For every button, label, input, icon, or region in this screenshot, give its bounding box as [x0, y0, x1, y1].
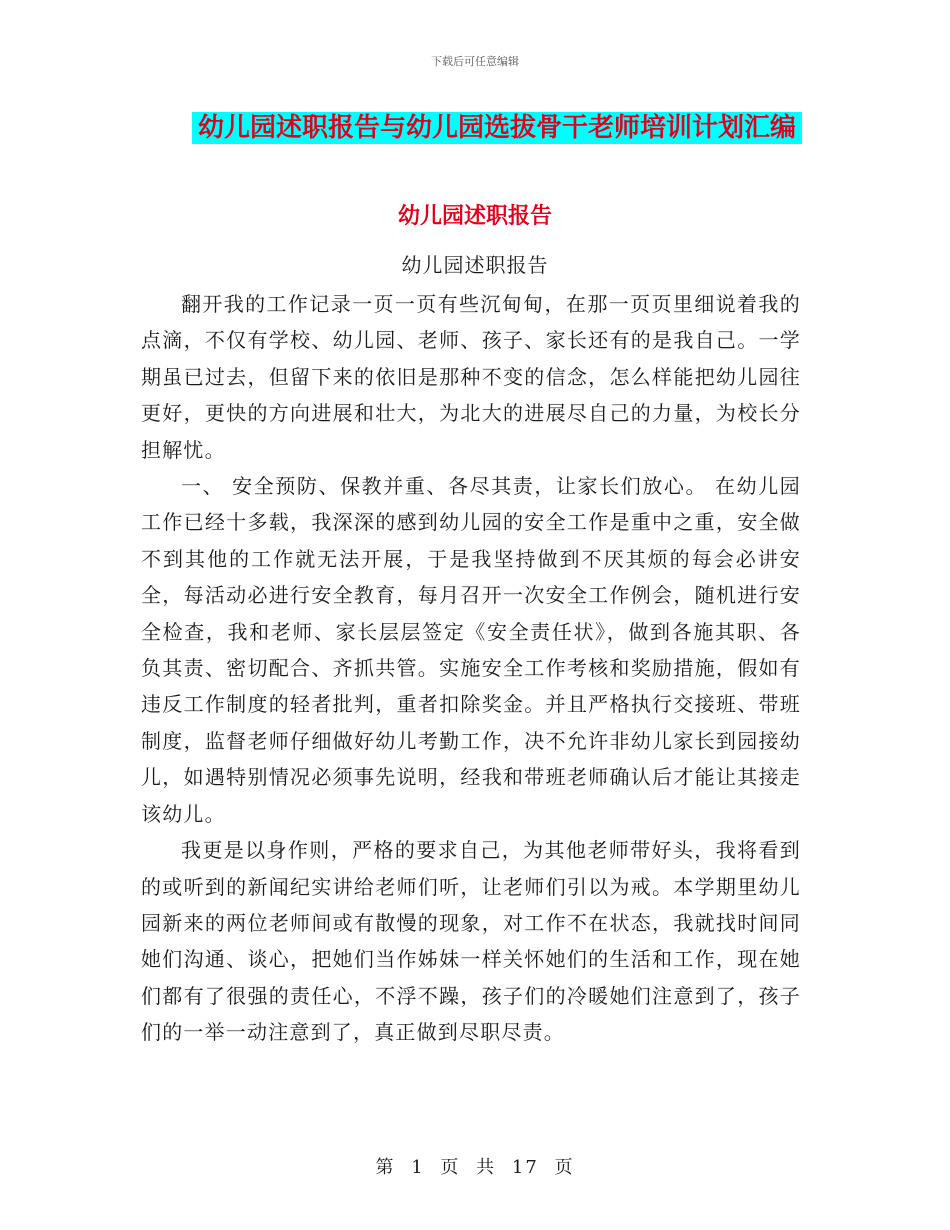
section-title: 幼儿园述职报告	[397, 204, 552, 229]
sub-title: 幼儿园述职报告	[401, 253, 549, 277]
header-note: 下载后可任意编辑	[431, 55, 519, 68]
paragraph: 一、 安全预防、保教并重、各尽其责，让家长们放心。 在幼儿园工作已经十多载，我深深的感到幼儿园的安全工作是重中之重，安全做不到其他的工作就无法开展，于是我坚持做到不厌其烦的每会必讲安全，每活动必进行安全教育，每月召开一次安全工作例会，随机进行安全检查，我和老师、家长层层签定《安全责任状》，做到各施其职、各负其责、密切配合、齐抓共管。实施安全工作考核和奖励措施，假如有违反工作制度的轻者批判，重者扣除奖金。并且严格执行交接班、带班制度，监督老师仔细做好幼儿考勤工作，决不允许非幼儿家长到园接幼儿，如遇特别情况必须事先说明，经我和带班老师确认后才能让其接走该幼儿。	[141, 474, 801, 826]
document-title: 幼儿园述职报告与幼儿园选拔骨干老师培训计划汇编	[192, 112, 802, 144]
footer-mid: 页	[440, 1157, 461, 1178]
page-total: 17	[511, 1157, 539, 1178]
page-number: 1	[411, 1157, 425, 1178]
footer-prefix: 第	[375, 1157, 396, 1178]
paragraph: 我更是以身作则，严格的要求自己，为其他老师带好头，我将看到的或听到的新闻纪实讲给老师们听，让老师们引以为戒。本学期里幼儿园新来的两位老师间或有散慢的现象，对工作不在状态，我就找时间同她们沟通、谈心，把她们当作姊妹一样关怀她们的生活和工作，现在她们都有了很强的责任心，不浮不躁，孩子们的冷暖她们注意到了，孩子们的一举一动注意到了，真正做到尽职尽责。	[141, 838, 801, 1045]
page-footer	[0, 1153, 950, 1179]
footer-total-prefix: 共	[476, 1157, 497, 1178]
footer-suffix: 页	[554, 1157, 575, 1178]
document-body	[141, 286, 801, 1051]
paragraph: 翻开我的工作记录一页一页有些沉甸甸，在那一页页里细说着我的点滴，不仅有学校、幼儿园、老师、孩子、家长还有的是我自己。一学期虽已过去，但留下来的依旧是那种不变的信念，怎么样能把幼儿园往更好，更快的方向进展和壮大，为北大的进展尽自己的力量，为校长分担解忧。	[141, 292, 801, 462]
